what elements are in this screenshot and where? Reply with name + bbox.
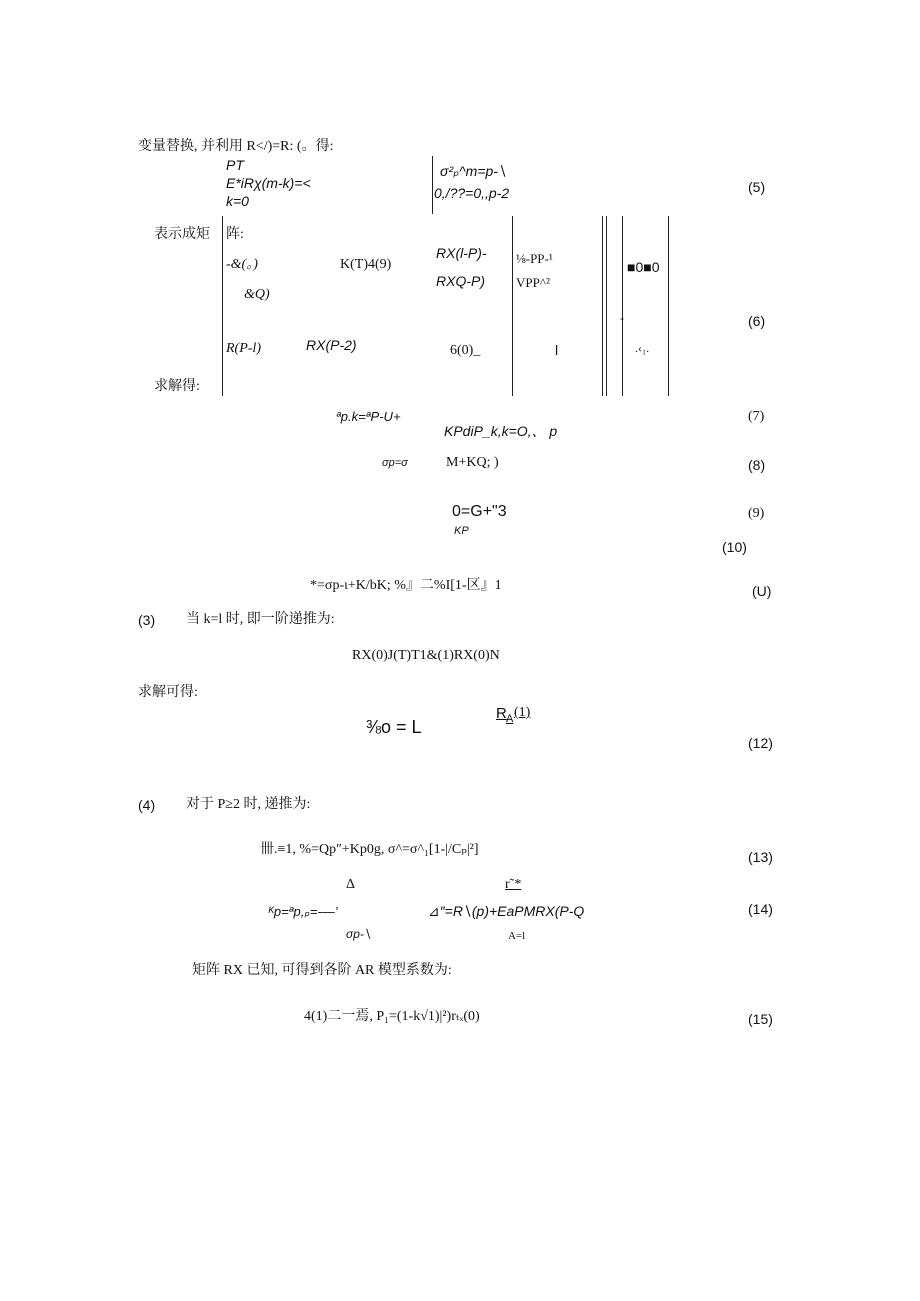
vector-left-bracket-b xyxy=(606,216,607,396)
coefficients-intro: 矩阵 RX 已知, 可得到各阶 AR 模型系数为: xyxy=(192,963,452,978)
eq9-main: 0=G+"3 xyxy=(452,503,507,520)
matrix-r1c4: ⅛-PP-¹ xyxy=(516,251,553,266)
eq5-number: (5) xyxy=(748,179,766,195)
eq14-right: ⊿″=R∖(p)+EaPMRX(P-Q xyxy=(428,903,585,919)
matrix-r3c5: .‹₁. xyxy=(635,341,650,355)
eq11: *=σp-ι+K/bK; %』二%I[1-区』1 xyxy=(310,578,502,593)
eq14-denominator: σp-∖ xyxy=(346,927,372,941)
section-3-number: (3) xyxy=(138,612,156,628)
matrix-r2c3: RXQ-P) xyxy=(436,273,485,289)
eq12-r: R xyxy=(496,705,507,722)
eq5-upper-limit: PT xyxy=(226,157,244,173)
eq6-number: (6) xyxy=(748,313,766,329)
eq13: 卌.≡1, %=Qp″+Kp0g, σ^=σ^₁[1-|/Cₚ|²] xyxy=(260,842,479,857)
eq5-lower-limit: k=0 xyxy=(226,193,249,209)
eq7-number: (7) xyxy=(748,409,765,424)
matrix-r1c3: RX(l-P)- xyxy=(436,245,487,261)
matrix-r1c5: ■0■0 xyxy=(627,259,660,275)
eq14-sum-index: A=l xyxy=(508,930,526,942)
eq5-case-2: 0,/??=0,,p-2 xyxy=(434,185,510,201)
solve-label-2: 求解可得: xyxy=(138,685,198,700)
eq14-number: (14) xyxy=(748,901,773,917)
eq9-number: (9) xyxy=(748,506,765,521)
vector-right-bracket xyxy=(668,216,669,396)
eq9-subscript: KP xyxy=(454,525,469,537)
eq8-number: (8) xyxy=(748,457,766,473)
eq5-case-1: σ²ₚ^m=p-∖ xyxy=(440,163,507,179)
eq7-right: KPdiP_k,k=O,、 p xyxy=(444,423,558,439)
solve-label: 求解得: xyxy=(154,379,200,394)
vector-left-bracket-a xyxy=(602,216,603,396)
matrix-right-bracket xyxy=(512,216,513,396)
eq15: 4(1)二一焉, P₁=(1-k√1)|²)rₜₓ(0) xyxy=(304,1009,480,1024)
eq10-number: (10) xyxy=(722,539,747,555)
matrix-left-bracket xyxy=(222,216,223,396)
matrix-intro: 表示成矩 xyxy=(154,227,210,242)
matrix-r3c4: l xyxy=(555,342,559,358)
first-order-recursion: RX(0)J(T)T1&(1)RX(0)N xyxy=(352,648,500,663)
intro-line: 变量替换, 并利用 R</)=R: (。得: xyxy=(138,139,334,154)
matrix-r3c1: R(P-l) xyxy=(226,341,261,356)
matrix-intro-suffix: 阵: xyxy=(226,227,244,242)
eq14-left: ᴷp=ªp,ₚ=-—’ xyxy=(268,904,338,919)
eq15-number: (15) xyxy=(748,1011,773,1027)
eq8-left: σp=σ xyxy=(382,457,408,469)
eq12-arg: (1) xyxy=(514,705,531,720)
eq5-brace xyxy=(432,156,433,214)
matrix-r2c4: VPP^² xyxy=(516,275,550,290)
matrix-r1c2: K(T)4(9) xyxy=(340,257,392,272)
eq8-right: M+KQ; ) xyxy=(446,455,499,470)
section-3-text: 当 k=l 时, 即一阶递推为: xyxy=(186,612,335,627)
eq7-left: ªp.k=ªP-U+ xyxy=(336,409,401,424)
eq14-r-over: r˜* xyxy=(505,877,522,892)
matrix-r2c1: &Q) xyxy=(244,287,270,302)
vector-left-bracket-c xyxy=(622,216,623,396)
matrix-r3c3: 6(0)_ xyxy=(450,343,481,358)
eq12-subscript: A xyxy=(506,713,514,725)
eq11-number: (U) xyxy=(752,583,772,599)
eq13-number: (13) xyxy=(748,849,773,865)
eq5-sum: E*iRχ(m-k)=< xyxy=(226,175,311,191)
matrix-r1c1: -&(。) xyxy=(226,257,258,272)
eq14-delta: Δ xyxy=(346,877,356,892)
eq12-left: ⅜o = L xyxy=(366,717,422,737)
matrix-dash: - xyxy=(620,311,624,325)
matrix-r3c2: RX(P-2) xyxy=(306,337,357,353)
section-4-text: 对于 P≥2 时, 递推为: xyxy=(186,797,311,812)
eq12-number: (12) xyxy=(748,735,773,751)
section-4-number: (4) xyxy=(138,797,156,813)
